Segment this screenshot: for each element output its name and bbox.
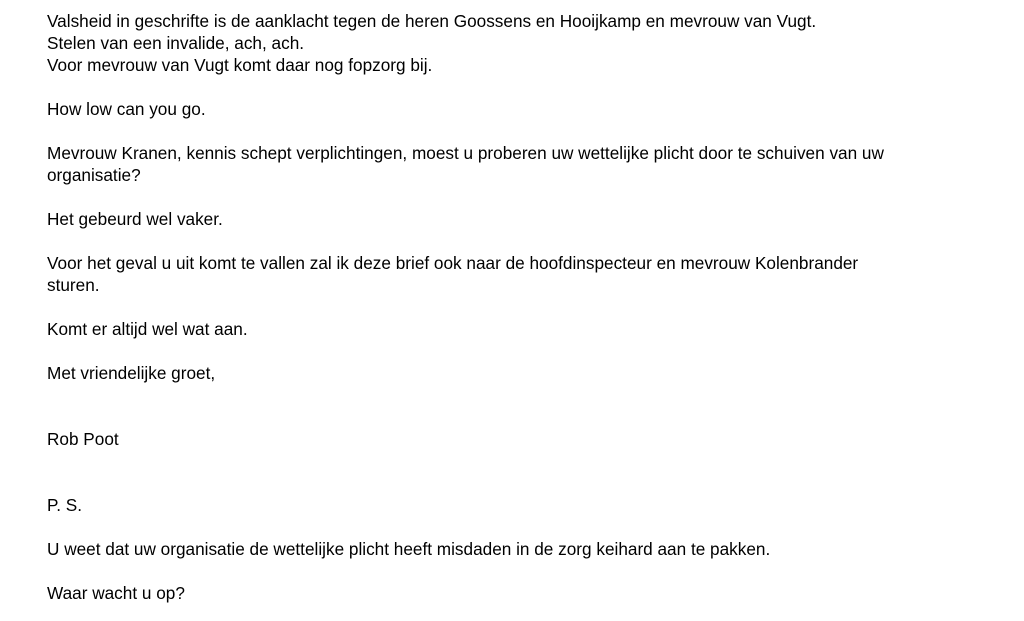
- signature-spacer: [47, 384, 977, 428]
- paragraph-spacer: [47, 560, 977, 582]
- final-question: Waar wacht u op?: [47, 583, 185, 603]
- ps-spacer: [47, 450, 977, 494]
- paragraph-spacer: [47, 76, 977, 98]
- closing-line: Met vriendelijke groet,: [47, 363, 216, 383]
- opening-line-3: Voor mevrouw van Vugt komt daar nog fopzorg bij.: [47, 55, 433, 75]
- komt-er-line: Komt er altijd wel wat aan.: [47, 319, 248, 339]
- geval-line-1: Voor het geval u uit komt te vallen zal ik deze brief ook naar de hoofdinspecteur en mevrouw Kolenbrander: [47, 253, 859, 273]
- letter-body: [47, 10, 977, 604]
- paragraph-spacer: [47, 516, 977, 538]
- kranen-line-1: Mevrouw Kranen, kennis schept verplichtingen, moest u proberen uw wettelijke plicht door te schuiven van uw: [47, 143, 884, 163]
- ps-label: P. S.: [47, 495, 83, 515]
- signature-name: Rob Poot: [47, 429, 119, 449]
- ps-line: U weet dat uw organisatie de wettelijke plicht heeft misdaden in de zorg keihard aan te pakken.: [47, 539, 771, 559]
- how-low-line: How low can you go.: [47, 99, 206, 119]
- paragraph-spacer: [47, 296, 977, 318]
- opening-line-2: Stelen van een invalide, ach, ach.: [47, 33, 305, 53]
- paragraph-spacer: [47, 186, 977, 208]
- paragraph-spacer: [47, 340, 977, 362]
- paragraph-spacer: [47, 230, 977, 252]
- opening-line-1: Valsheid in geschrifte is de aanklacht tegen de heren Goossens en Hooijkamp en mevrouw van Vugt.: [47, 11, 817, 31]
- gebeurd-line: Het gebeurd wel vaker.: [47, 209, 223, 229]
- paragraph-spacer: [47, 120, 977, 142]
- geval-line-2: sturen.: [47, 275, 100, 295]
- kranen-line-2: organisatie?: [47, 165, 141, 185]
